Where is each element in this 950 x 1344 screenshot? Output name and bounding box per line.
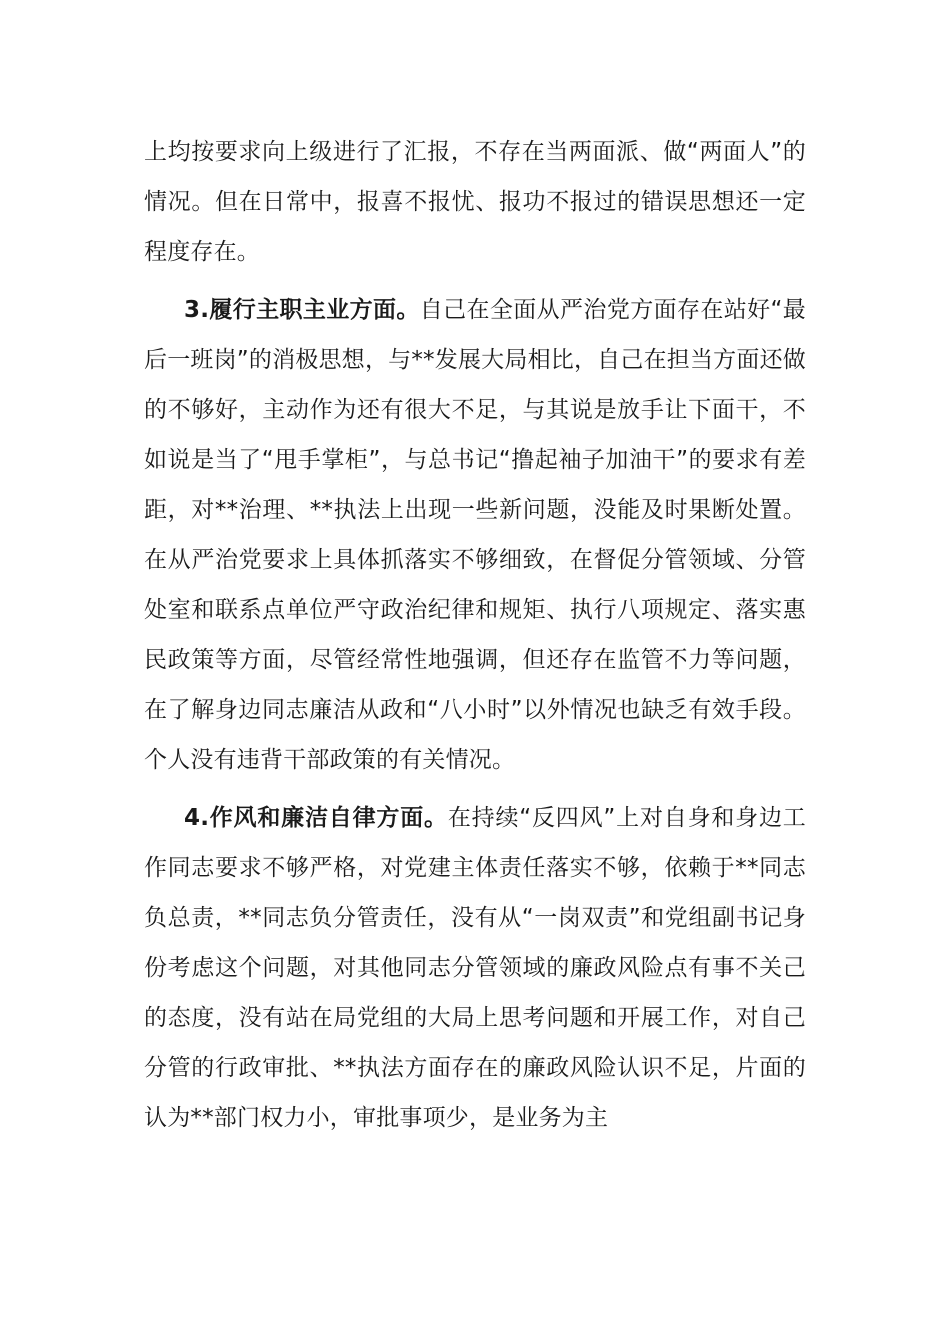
paragraph-work-style	[144, 793, 806, 1143]
paragraph-reporting	[144, 127, 806, 277]
paragraph-text: 自己在全面从严治党方面存在站好“最后一班岗”的消极思想，与**发展大局相比，自己在担当方面还做的不够好，主动作为还有很大不足，与其说是放手让下面干，不如说是当了“甩手掌柜”，与总书记“撸起袖子加油干”的要求有差距，对**治理、**执法上出现一些新问题，没能及时果断处置。在从严治党要求上具体抓落实不够细致，在督促分管领域、分管处室和联系点单位严守政治纪律和规矩、执行八项规定、落实惠民政策等方面，尽管经常性地强调，但还存在监管不力等问题，在了解身边同志廉洁从政和“八小时”以外情况也缺乏有效手段。个人没有违背干部政策的有关情况。	[144, 297, 806, 773]
section-heading-work-style: 4.作风和廉洁自律方面。	[184, 805, 448, 831]
paragraph-main-duty	[144, 285, 806, 785]
section-heading-main-duty: 3.履行主职主业方面。	[184, 297, 420, 323]
document-body	[144, 127, 806, 1151]
paragraph-text: 上均按要求向上级进行了汇报，不存在当两面派、做“两面人”的情况。但在日常中，报喜不报忧、报功不报过的错误思想还一定程度存在。	[144, 139, 806, 265]
paragraph-text: 在持续“反四风”上对自身和身边工作同志要求不够严格，对党建主体责任落实不够，依赖于**同志负总责，**同志负分管责任，没有从“一岗双责”和党组副书记身份考虑这个问题，对其他同志分管领域的廉政风险点有事不关己的态度，没有站在局党组的大局上思考问题和开展工作，对自己分管的行政审批、**执法方面存在的廉政风险认识不足，片面的认为**部门权力小，审批事项少，是业务为主	[144, 805, 806, 1131]
